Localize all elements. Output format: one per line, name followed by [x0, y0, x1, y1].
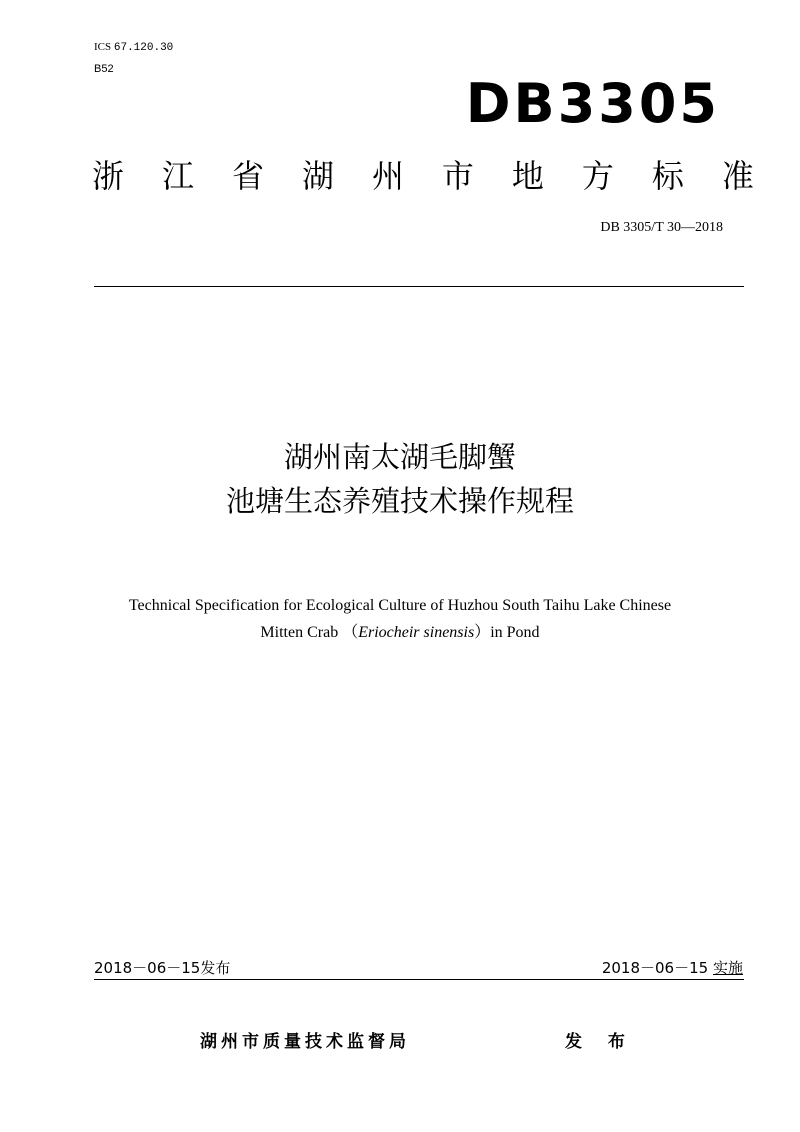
title-zh-line-2: 池塘生态养殖技术操作规程: [225, 484, 574, 518]
standard-kind-char: 湖: [301, 157, 334, 195]
title-en-line-2-suffix: ）in Pond: [474, 624, 540, 641]
standard-number: DB 3305/T 30—2018: [600, 220, 723, 235]
title-zh-line-1: 湖州南太湖毛脚蟹: [283, 440, 516, 474]
standard-kind-char: 准: [721, 157, 754, 195]
standard-kind-title: [92, 154, 754, 198]
standard-kind-char: 市: [441, 157, 474, 195]
standard-kind-char: 浙: [92, 157, 125, 195]
standard-kind-char: 江: [161, 157, 194, 195]
implementation-date-label: 实施: [712, 959, 743, 977]
ccs-code: B52: [94, 63, 114, 75]
issue-date: [94, 958, 230, 978]
db-logo: DB3305: [465, 72, 720, 135]
title-en-line-2-prefix: Mitten Crab （: [260, 624, 359, 641]
title-en-line-1: Technical Specification for Ecological Culture of Huzhou South Taihu Lake Chinese: [128, 597, 672, 614]
issuing-authority: 湖州市质量技术监督局: [200, 1032, 410, 1052]
standard-kind-char: 州: [371, 157, 404, 195]
ics-number: 67.120.30: [113, 42, 174, 54]
bottom-divider: [94, 979, 744, 980]
species-name: Eriocheir sinensis: [358, 624, 475, 641]
standard-kind-char: 省: [231, 157, 264, 195]
implementation-date-value: 2018－06－15: [601, 959, 709, 977]
issue-date-label: 发布: [200, 959, 231, 977]
top-divider: [94, 286, 744, 287]
standard-kind-char: 地: [511, 157, 544, 195]
ics-code: [94, 40, 173, 55]
standard-kind-char: 标: [651, 157, 684, 195]
standard-kind-char: 方: [581, 157, 614, 195]
title-en-line-2: [0, 621, 800, 645]
issue-word: 发 布: [565, 1032, 635, 1052]
ics-prefix: ICS: [94, 41, 112, 53]
issue-date-value: 2018－06－15: [94, 959, 201, 977]
implementation-date: [602, 958, 743, 978]
